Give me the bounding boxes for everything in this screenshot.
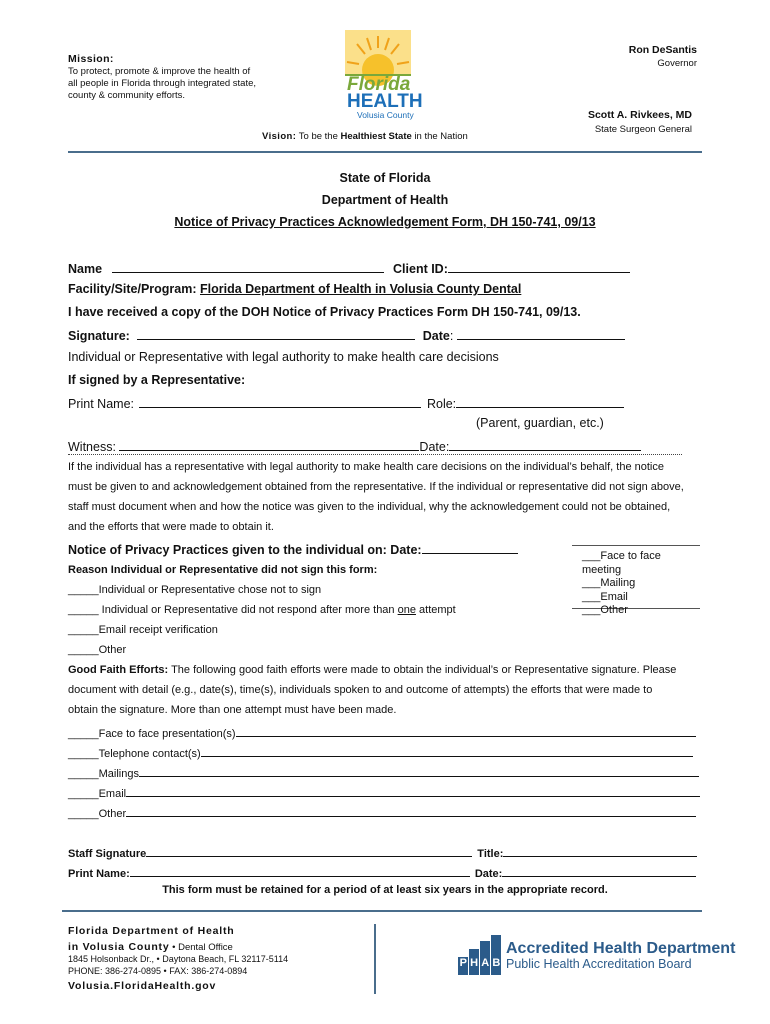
- method-mailing[interactable]: ___Mailing: [582, 577, 636, 589]
- vision-bold: Healthiest State: [340, 131, 412, 142]
- effort-other[interactable]: [68, 804, 696, 820]
- footer-vertical-divider: [374, 924, 376, 994]
- header-divider: [68, 151, 702, 153]
- effort-label: Face to face presentation(s): [98, 728, 236, 740]
- reason-did-not-respond[interactable]: [68, 604, 456, 616]
- role-label: Role:: [426, 397, 457, 411]
- staff-title-field[interactable]: [503, 844, 697, 857]
- department-title: Department of Health: [321, 193, 449, 207]
- client-id-label: Client ID: [393, 262, 444, 276]
- reasons-heading: Reason Individual or Representative did not sign this form:: [68, 564, 378, 576]
- vision-post: in the Nation: [414, 131, 468, 142]
- footer-org-line1: Florida Department of Health: [68, 925, 235, 937]
- vision-statement: [262, 131, 468, 142]
- staff-date-label: Date:: [474, 868, 503, 880]
- rep-print-name-field[interactable]: [139, 395, 421, 408]
- staff-signature-row: [68, 844, 697, 860]
- notice-given-date-field[interactable]: [422, 541, 518, 554]
- role-field[interactable]: [456, 395, 624, 408]
- reason-checkbox-blank[interactable]: _____: [68, 644, 99, 656]
- client-id-field[interactable]: [448, 260, 630, 273]
- governor-name: Ron DeSantis: [628, 44, 697, 56]
- signature-date-label: Date: [422, 329, 450, 343]
- witness-row: [68, 438, 641, 454]
- instructions-line: and the efforts that were made to obtain it.: [68, 521, 274, 533]
- effort-email[interactable]: [68, 784, 700, 800]
- name-row: Name Client ID:: [68, 260, 630, 276]
- footer-county: in Volusia County: [68, 941, 170, 953]
- phab-building-icon: [458, 935, 502, 975]
- phab-logo: [458, 935, 502, 980]
- good-faith-line: The following good faith efforts were made to obtain the individual’s or Representative signature. Please: [171, 664, 677, 676]
- effort-label: Mailings: [98, 768, 139, 780]
- surgeon-general-title: State Surgeon General: [594, 124, 692, 135]
- effort-detail-field[interactable]: [126, 784, 700, 797]
- rep-print-name-label: Print Name:: [68, 397, 134, 411]
- staff-print-row: [68, 864, 696, 880]
- reason-label: Email receipt verification: [98, 624, 218, 636]
- phab-letters: [458, 957, 502, 969]
- instructions: [68, 457, 708, 537]
- logo-county-text: Volusia County: [357, 110, 414, 120]
- reason-checkbox-blank[interactable]: _____: [68, 604, 99, 616]
- signature-row: Signature: Date:: [68, 327, 625, 343]
- surgeon-general-name: Scott A. Rivkees, MD: [587, 109, 692, 121]
- if-signed-label: If signed by a Representative:: [68, 373, 246, 387]
- method-other[interactable]: ___Other: [582, 604, 628, 616]
- signature-field[interactable]: [137, 327, 415, 340]
- witness-label: Witness:: [68, 440, 116, 454]
- individual-rep-text: Individual or Representative with legal authority to make health care decisions: [68, 350, 499, 364]
- dotted-separator: [68, 454, 682, 455]
- effort-detail-field[interactable]: [236, 724, 696, 737]
- received-statement: I have received a copy of the DOH Notice of Privacy Practices Form DH 150-741, 09/13.: [68, 305, 581, 319]
- staff-print-name-label: Print Name:: [68, 868, 130, 880]
- effort-telephone[interactable]: [68, 744, 693, 760]
- footer-office: • Dental Office: [169, 942, 233, 953]
- logo-florida-text: Florida: [347, 74, 411, 95]
- reason-checkbox-blank[interactable]: _____: [68, 624, 99, 636]
- effort-checkbox-blank[interactable]: _____: [68, 728, 99, 740]
- effort-checkbox-blank[interactable]: _____: [68, 788, 99, 800]
- retention-notice: This form must be retained for a period of at least six years in the appropriate record.: [162, 884, 608, 896]
- facility-value: Florida Department of Health in Volusia County Dental: [200, 282, 522, 296]
- reason-chose-not-to-sign[interactable]: [68, 584, 321, 596]
- effort-detail-field[interactable]: [201, 744, 693, 757]
- footer-website[interactable]: Volusia.FloridaHealth.gov: [68, 980, 217, 992]
- reason-label: Other: [98, 644, 127, 656]
- effort-checkbox-blank[interactable]: _____: [68, 748, 99, 760]
- staff-date-field[interactable]: [502, 864, 696, 877]
- reason-label-end: attempt: [415, 604, 456, 616]
- florida-health-logo: [343, 30, 421, 122]
- good-faith-line: document with detail (e.g., date(s), time(s), individuals spoken to and outcome of attempts) the efforts that were made to: [68, 684, 653, 696]
- staff-signature-label: Staff Signature: [68, 848, 147, 860]
- facility-label: Facility/Site/Program: [68, 282, 193, 296]
- witness-date-label: Date:: [419, 440, 450, 454]
- effort-label: Telephone contact(s): [98, 748, 201, 760]
- effort-label: Email: [98, 788, 127, 800]
- footer-org-line2: [68, 941, 233, 953]
- reason-label: Individual or Representative chose not to sign: [98, 584, 322, 596]
- logo-health-text: HEALTH: [347, 91, 423, 112]
- effort-checkbox-blank[interactable]: _____: [68, 808, 99, 820]
- instructions-line: staff must document when and how the notice was given to the individual, why the acknowledgement could not be obtained,: [68, 501, 671, 513]
- governor-title: Governor: [657, 58, 697, 69]
- mission-text: To protect, promote & improve the health of all people in Florida through integrated state, county & community efforts.: [68, 66, 257, 101]
- phab-letter: P: [459, 957, 467, 969]
- footer-address: 1845 Holsonback Dr., • Daytona Beach, FL 32117-5114: [68, 954, 289, 964]
- facility-row: Facility/Site/Program: Florida Department of Health in Volusia County Dental: [68, 282, 522, 296]
- name-field[interactable]: [112, 260, 384, 273]
- reason-underlined-one: one: [397, 604, 416, 616]
- effort-checkbox-blank[interactable]: _____: [68, 768, 99, 780]
- effort-detail-field[interactable]: [126, 804, 696, 817]
- notice-given-label: Notice of Privacy Practices given to the individual on: Date:: [68, 543, 422, 557]
- reason-other[interactable]: [68, 644, 126, 656]
- role-hint: (Parent, guardian, etc.): [476, 416, 604, 430]
- phab-letter: A: [481, 957, 490, 969]
- phab-line2: Public Health Accreditation Board: [506, 957, 692, 971]
- good-faith-text: [68, 660, 708, 720]
- instructions-line: If the individual has a representative with legal authority to make health care decisions on the individual’s behalf, the notice: [68, 461, 664, 473]
- reason-checkbox-blank[interactable]: _____: [68, 584, 99, 596]
- effort-mailings[interactable]: [68, 764, 699, 780]
- reason-label: Individual or Representative did not respond after more than: [98, 604, 398, 616]
- good-faith-label: Good Faith Efforts:: [68, 664, 169, 676]
- mission-heading: Mission:: [68, 53, 114, 65]
- notice-method-box: [572, 545, 700, 616]
- witness-date-field[interactable]: [449, 438, 641, 451]
- phab-letter: H: [470, 957, 479, 969]
- reason-email-receipt[interactable]: [68, 624, 218, 636]
- staff-title-label: Title:: [477, 848, 504, 860]
- method-email[interactable]: ___Email: [582, 590, 628, 603]
- phab-line1: Accredited Health Department: [506, 940, 736, 957]
- effort-face-to-face[interactable]: [68, 724, 696, 740]
- footer-divider: [62, 910, 702, 912]
- signature-label: Signature:: [68, 329, 130, 343]
- vision-pre: To be the: [298, 131, 338, 142]
- instructions-line: must be given to and acknowledgement obtained from the representative. If the individual or representative did not sign above,: [68, 481, 684, 493]
- name-label: Name: [68, 262, 103, 276]
- form-title: Notice of Privacy Practices Acknowledgement Form, DH 150-741, 09/13: [174, 215, 596, 229]
- phab-letter: B: [492, 957, 501, 969]
- signature-date-field[interactable]: [457, 327, 625, 340]
- witness-field[interactable]: [119, 438, 419, 451]
- staff-signature-field[interactable]: [146, 844, 472, 857]
- footer-phone-fax: PHONE: 386-274-0895 • FAX: 386-274-0894: [68, 966, 248, 976]
- print-name-row: [68, 395, 624, 411]
- method-face-to-face[interactable]: ___Face to face meeting: [582, 550, 661, 576]
- effort-label: Other: [98, 808, 127, 820]
- staff-print-name-field[interactable]: [130, 864, 470, 877]
- vision-label: Vision:: [262, 131, 297, 142]
- state-title: State of Florida: [339, 171, 431, 185]
- notice-given-row: [68, 541, 518, 557]
- good-faith-line: obtain the signature. More than one attempt must have been made.: [68, 704, 397, 716]
- effort-detail-field[interactable]: [139, 764, 699, 777]
